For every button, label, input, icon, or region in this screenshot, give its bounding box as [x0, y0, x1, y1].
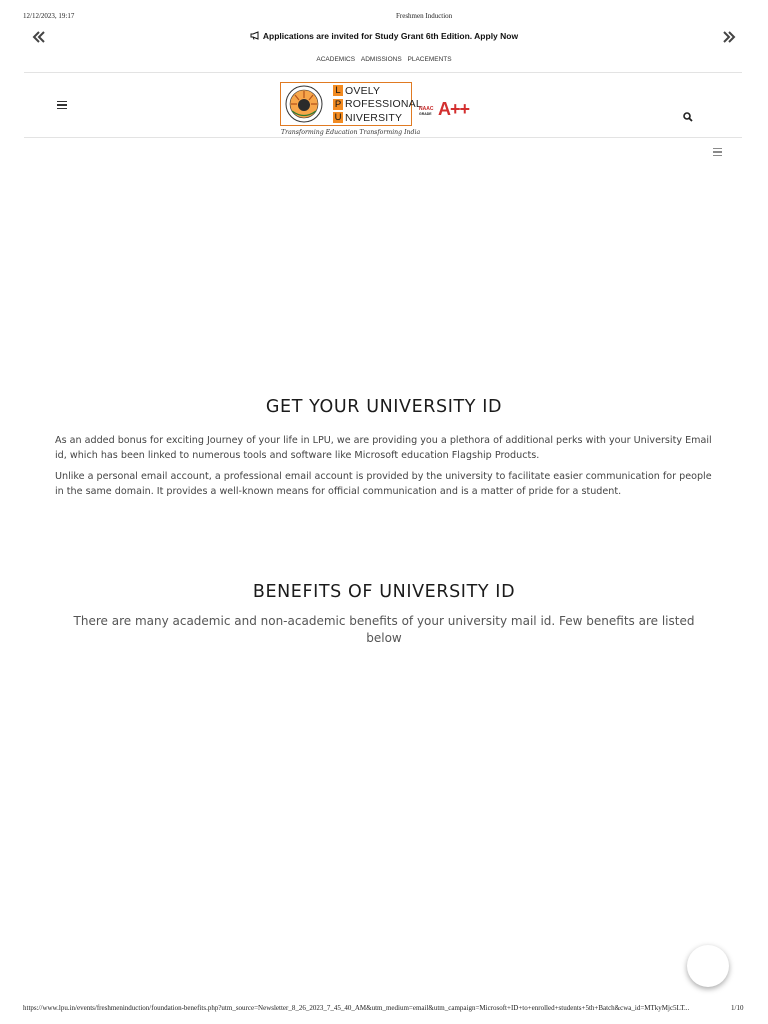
print-header-title: Freshmen Induction	[396, 12, 453, 20]
logo-letter: L	[333, 85, 343, 96]
quick-links	[0, 56, 768, 63]
paragraph: Unlike a personal email account, a professional email account is provided by the university to facilitate easier communication for people in the same domain. It provides a well-known means for official communication and is a matter of pride for a student.	[55, 471, 712, 497]
search-icon[interactable]	[683, 107, 693, 117]
university-seal-icon	[283, 84, 325, 124]
logo-word: ROFESSIONAL	[345, 98, 422, 111]
lpu-logo[interactable]	[280, 82, 422, 140]
naac-label: NAAC GRADE	[419, 106, 434, 116]
logo-letter: U	[334, 112, 342, 124]
logo-wordmark	[333, 84, 422, 125]
floating-chat-button[interactable]	[687, 945, 729, 987]
logo-word: NIVERSITY	[345, 111, 403, 124]
link-academics[interactable]: ACADEMICS	[316, 56, 356, 63]
next-arrow-icon[interactable]	[720, 28, 738, 46]
benefits-lead: There are many academic and non-academic benefits of your university mail id. Few benefits are listed below	[73, 614, 695, 645]
logo-letter: P	[334, 98, 342, 110]
naac-grade: A++	[438, 99, 470, 119]
announcement-text: Applications are invited for Study Grant 6th Edition. Apply Now	[262, 31, 519, 41]
link-admissions[interactable]: ADMISSIONS	[360, 56, 402, 63]
print-footer-page: 1/10	[731, 1004, 744, 1012]
announcement-bar	[24, 26, 744, 48]
secondary-menu-icon[interactable]	[713, 148, 722, 156]
logo-word: OVELY	[345, 84, 381, 97]
menu-icon[interactable]	[57, 101, 67, 109]
announcement-link[interactable]	[24, 31, 744, 41]
divider	[24, 72, 742, 73]
paragraph: As an added bonus for exciting Journey of your life in LPU, we are providing you a plethora of additional perks with your University Email id, which has been linked to numerous tools and software like Microsoft education Flagship Products.	[55, 435, 712, 461]
link-placements[interactable]: PLACEMENTS	[407, 56, 452, 63]
print-header-date: 12/12/2023, 19:17	[23, 12, 75, 20]
logo-tagline: Transforming Education Transforming India	[281, 129, 421, 136]
divider	[24, 137, 742, 138]
section-title-university-id: GET YOUR UNIVERSITY ID	[265, 397, 503, 417]
section-title-benefits: BENEFITS OF UNIVERSITY ID	[252, 582, 516, 602]
megaphone-icon	[250, 31, 260, 40]
print-footer-url: https://www.lpu.in/events/freshmeninduction/foundation-benefits.php?utm_source=Newsletter_8_26_2023_7_45_40_AM&utm_medium=email&utm_campaign=Microsoft+ID+to+enrolled+students+5th+Batch&cwa_id=MTkyMjc5LT...	[23, 1004, 690, 1012]
